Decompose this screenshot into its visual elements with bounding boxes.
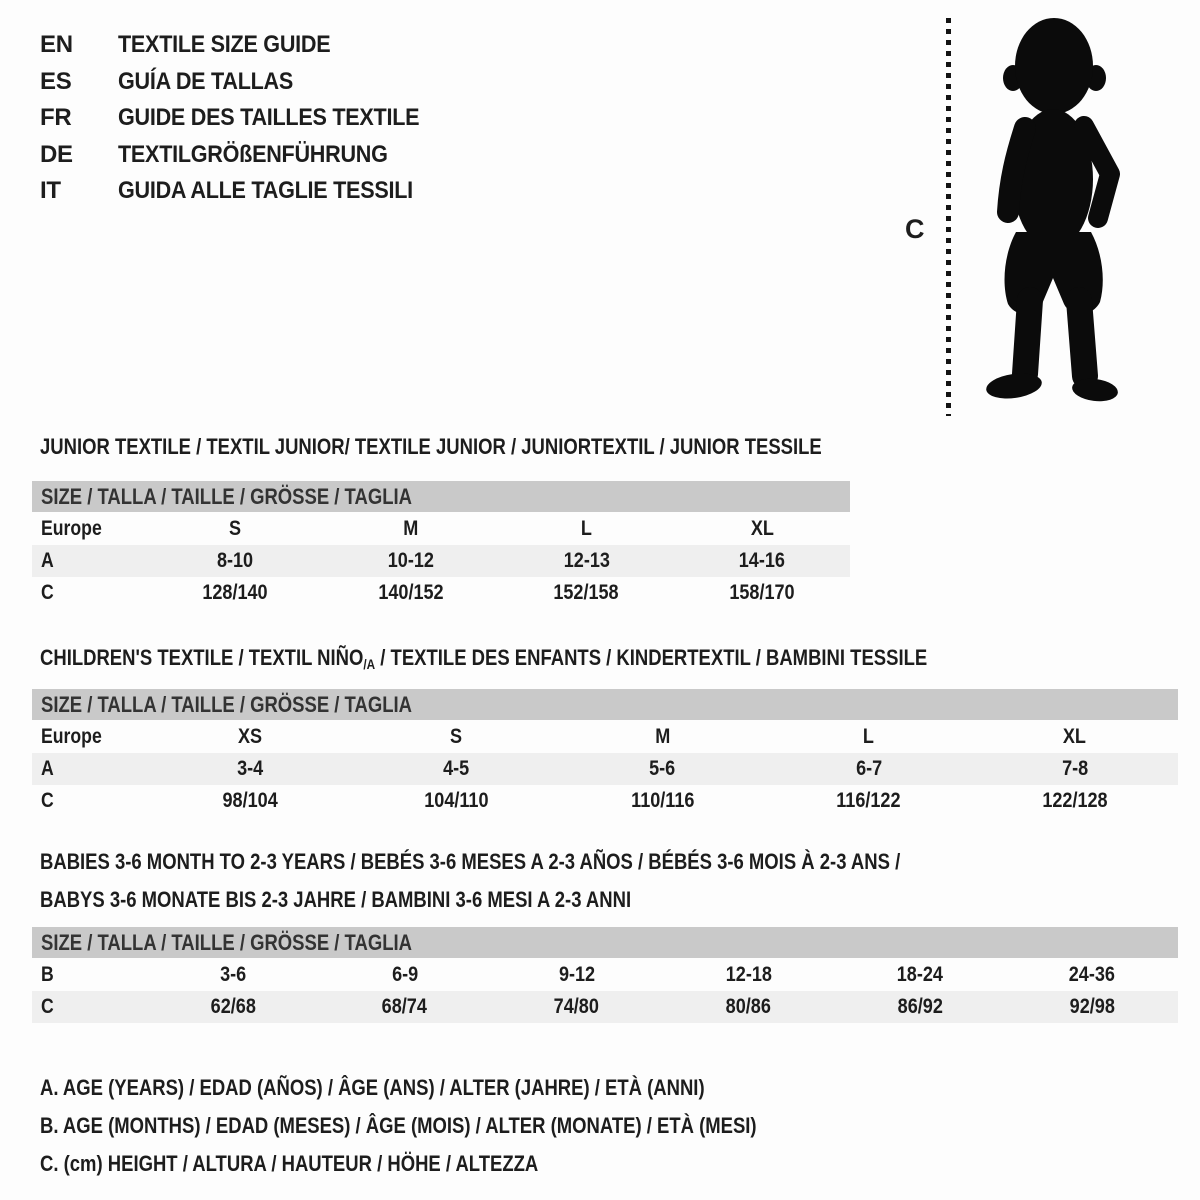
row-label: C [41,995,54,1018]
height-value: 80/86 [725,995,771,1018]
lang-code: FR [40,104,72,132]
lang-code: EN [40,31,73,59]
footnote-age-years: A. AGE (YEARS) / EDAD (AÑOS) / ÂGE (ANS) / ALTER (JAHRE) / ETÀ (ANNI) [40,1075,705,1100]
size-header-bar-babies: SIZE / TALLA / TAILLE / GRÖSSE / TAGLIA [32,927,1178,958]
size-value: S [228,517,241,540]
age-value: 8-10 [216,549,253,572]
size-value: XL [1063,725,1087,748]
guide-title-en: TEXTILE SIZE GUIDE [118,31,331,59]
height-value: 62/68 [210,995,256,1018]
age-value: 6-7 [855,757,882,780]
section-title-babies-line2: BABYS 3-6 MONATE BIS 2-3 JAHRE / BAMBINI 3-6 MESI A 2-3 ANNI [40,887,632,912]
height-value: 110/116 [630,789,695,812]
row-label: A [41,549,54,572]
row-label: C [41,581,54,604]
age-value: 18-24 [897,963,944,986]
height-value: 104/110 [424,789,489,812]
age-value: 24-36 [1068,963,1116,986]
section-title-children: CHILDREN'S TEXTILE / TEXTIL NIÑO/A / TEXTILE DES ENFANTS / KINDERTEXTIL / BAMBINI TESSILE [40,645,928,672]
table-row-height [32,785,1178,817]
size-value: M [403,517,419,540]
lang-row-es [40,64,453,101]
section-title-junior: JUNIOR TEXTILE / TEXTIL JUNIOR/ TEXTILE JUNIOR / JUNIORTEXTIL / JUNIOR TESSILE [40,434,822,459]
table-row-europe [32,513,850,545]
guide-title-es: GUÍA DE TALLAS [118,67,294,95]
table-row-age [32,753,1178,785]
age-value: 9-12 [558,963,595,986]
row-label: A [41,757,54,780]
size-header-bar-children: SIZE / TALLA / TAILLE / GRÖSSE / TAGLIA [32,689,1178,720]
height-value: 98/104 [222,789,278,812]
height-measure-label: C [905,214,925,244]
size-value: L [863,725,875,748]
row-label: Europe [41,725,102,748]
lang-row-de [40,137,453,174]
height-value: 68/74 [382,995,428,1018]
age-value: 3-6 [219,963,246,986]
height-value: 128/140 [202,581,268,604]
size-value: L [580,517,592,540]
height-value: 122/128 [1042,789,1108,812]
guide-title-it: GUIDA ALLE TAGLIE TESSILI [118,177,413,205]
table-row-height [32,991,1178,1023]
size-value: XS [238,725,263,748]
footnote-age-months: B. AGE (MONTHS) / EDAD (MESES) / ÂGE (MOIS) / ALTER (MONATE) / ETÀ (MESI) [40,1113,757,1138]
height-value: 116/122 [836,789,901,812]
age-value: 6-9 [391,963,418,986]
junior-size-table [32,513,850,609]
age-value: 12-18 [725,963,772,986]
height-value: 158/170 [729,581,795,604]
row-label: B [41,963,54,986]
babies-size-table [32,959,1178,1023]
nino-a-subscript: /A [363,656,376,672]
guide-title-fr: GUIDE DES TAILLES TEXTILE [118,104,420,132]
lang-row-it [40,173,453,210]
lang-code: ES [40,67,72,95]
age-value: 4-5 [443,757,470,780]
lang-code: DE [40,140,73,168]
age-value: 14-16 [739,549,786,572]
row-label: Europe [41,517,102,540]
lang-row-en [40,27,453,64]
height-value: 86/92 [897,995,943,1018]
height-value: 152/158 [553,581,620,604]
age-value: 7-8 [1061,757,1088,780]
height-value: 140/152 [377,581,444,604]
height-value: 92/98 [1069,995,1115,1018]
table-row-height [32,577,850,609]
age-value: 5-6 [649,757,676,780]
toddler-silhouette-icon [968,14,1136,412]
lang-row-fr [40,100,453,137]
table-row-europe [32,721,1178,753]
height-value: 74/80 [553,995,600,1018]
size-value: M [654,725,671,748]
table-row-age-months [32,959,1178,991]
size-value: S [450,725,463,748]
row-label: C [41,789,54,812]
language-title-list [40,27,453,210]
age-value: 12-13 [563,549,610,572]
guide-title-de: TEXTILGRÖßENFÜHRUNG [118,140,388,168]
height-measure-dashed-line [946,18,951,416]
lang-code: IT [40,177,61,205]
age-value: 3-4 [237,757,264,780]
table-row-age [32,545,850,577]
size-value: XL [750,517,774,540]
children-size-table [32,721,1178,817]
footnote-height-cm: C. (cm) HEIGHT / ALTURA / HAUTEUR / HÖHE / ALTEZZA [40,1151,539,1176]
age-value: 10-12 [387,549,434,572]
size-header-bar-junior: SIZE / TALLA / TAILLE / GRÖSSE / TAGLIA [32,481,850,512]
section-title-babies-line1: BABIES 3-6 MONTH TO 2-3 YEARS / BEBÉS 3-6 MESES A 2-3 AÑOS / BÉBÉS 3-6 MOIS À 2-3 ANS / [40,849,901,874]
